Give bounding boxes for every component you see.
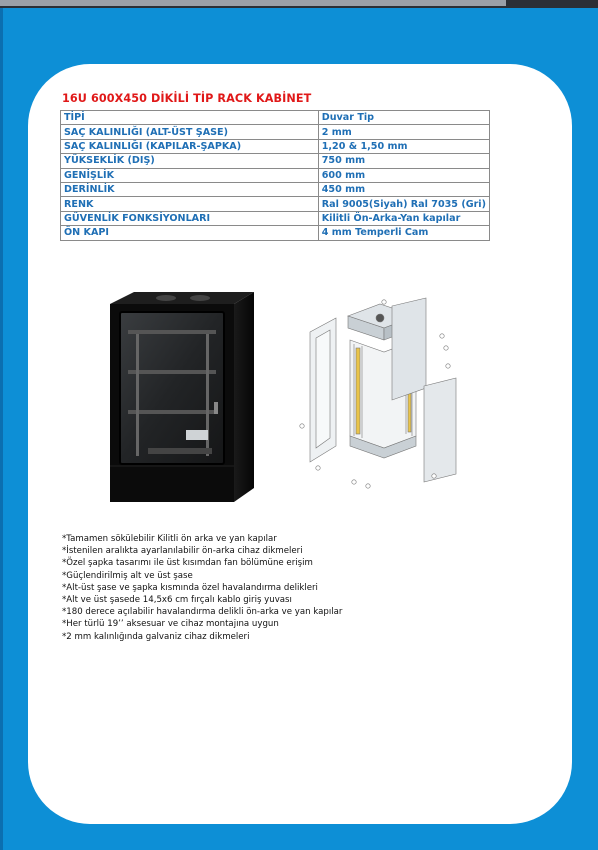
spec-value: 450 mm [318,182,489,196]
spec-row [61,168,490,182]
top-bar [0,0,598,8]
spec-label: TİPİ [61,111,319,125]
spec-value: 4 mm Temperli Cam [318,226,489,240]
spec-row [61,226,490,240]
spec-row [61,211,490,225]
spec-value: 750 mm [318,154,489,168]
spec-value: Ral 9005(Siyah) Ral 7035 (Gri) [318,197,489,211]
spec-label: GENİŞLİK [61,168,319,182]
spec-label: SAÇ KALINLIĞI (ALT-ÜST ŞASE) [61,125,319,139]
feature-item: *180 derece açılabilir havalandırma delikli ön-arka ve yan kapılar [62,607,343,618]
spec-table [60,110,490,241]
feature-item: *Özel şapka tasarımı ile üst kısımdan fan bölümüne erişim [62,558,313,569]
spec-row [61,111,490,125]
left-strip [0,8,3,850]
feature-item: *2 mm kalınlığında galvaniz cihaz dikmeleri [62,631,250,642]
spec-label: ÖN KAPI [61,226,319,240]
spec-row [61,182,490,196]
spec-row [61,125,490,139]
spec-row [61,197,490,211]
spec-value: Duvar Tip [318,111,489,125]
feature-item: *Her türlü 19’’ aksesuar ve cihaz montajına uygun [62,619,279,630]
spec-label: RENK [61,197,319,211]
feature-item: *Güçlendirilmiş alt ve üst şase [62,570,193,581]
spec-label: YÜKSEKLİK (DIŞ) [61,154,319,168]
feature-item: *İstenilen aralıkta ayarlanılabilir ön-arka cihaz dikmeleri [62,546,303,557]
feature-list [62,533,342,643]
feature-item: *Alt ve üst şasede 14,5x6 cm fırçalı kablo giriş yuvası [62,595,292,606]
product-title: 16U 600X450 DİKİLİ TİP RACK KABİNET [62,92,312,105]
cabinet-exploded-diagram [296,296,462,492]
spec-row [61,154,490,168]
spec-label: DERİNLİK [61,182,319,196]
spec-label: GÜVENLİK FONKSİYONLARI [61,211,319,225]
cabinet-photo [108,290,254,506]
spec-value: 1,20 & 1,50 mm [318,139,489,153]
spec-row [61,139,490,153]
spec-value: 2 mm [318,125,489,139]
spec-label: SAÇ KALINLIĞI (KAPILAR-ŞAPKA) [61,139,319,153]
top-bar-highlight [0,0,506,6]
feature-item: *Tamamen sökülebilir Kilitli ön arka ve yan kapılar [62,534,277,544]
feature-item: *Alt-üst şase ve şapka kısmında özel havalandırma delikleri [62,582,318,593]
spec-value: 600 mm [318,168,489,182]
spec-value: Kilitli Ön-Arka-Yan kapılar [318,211,489,225]
